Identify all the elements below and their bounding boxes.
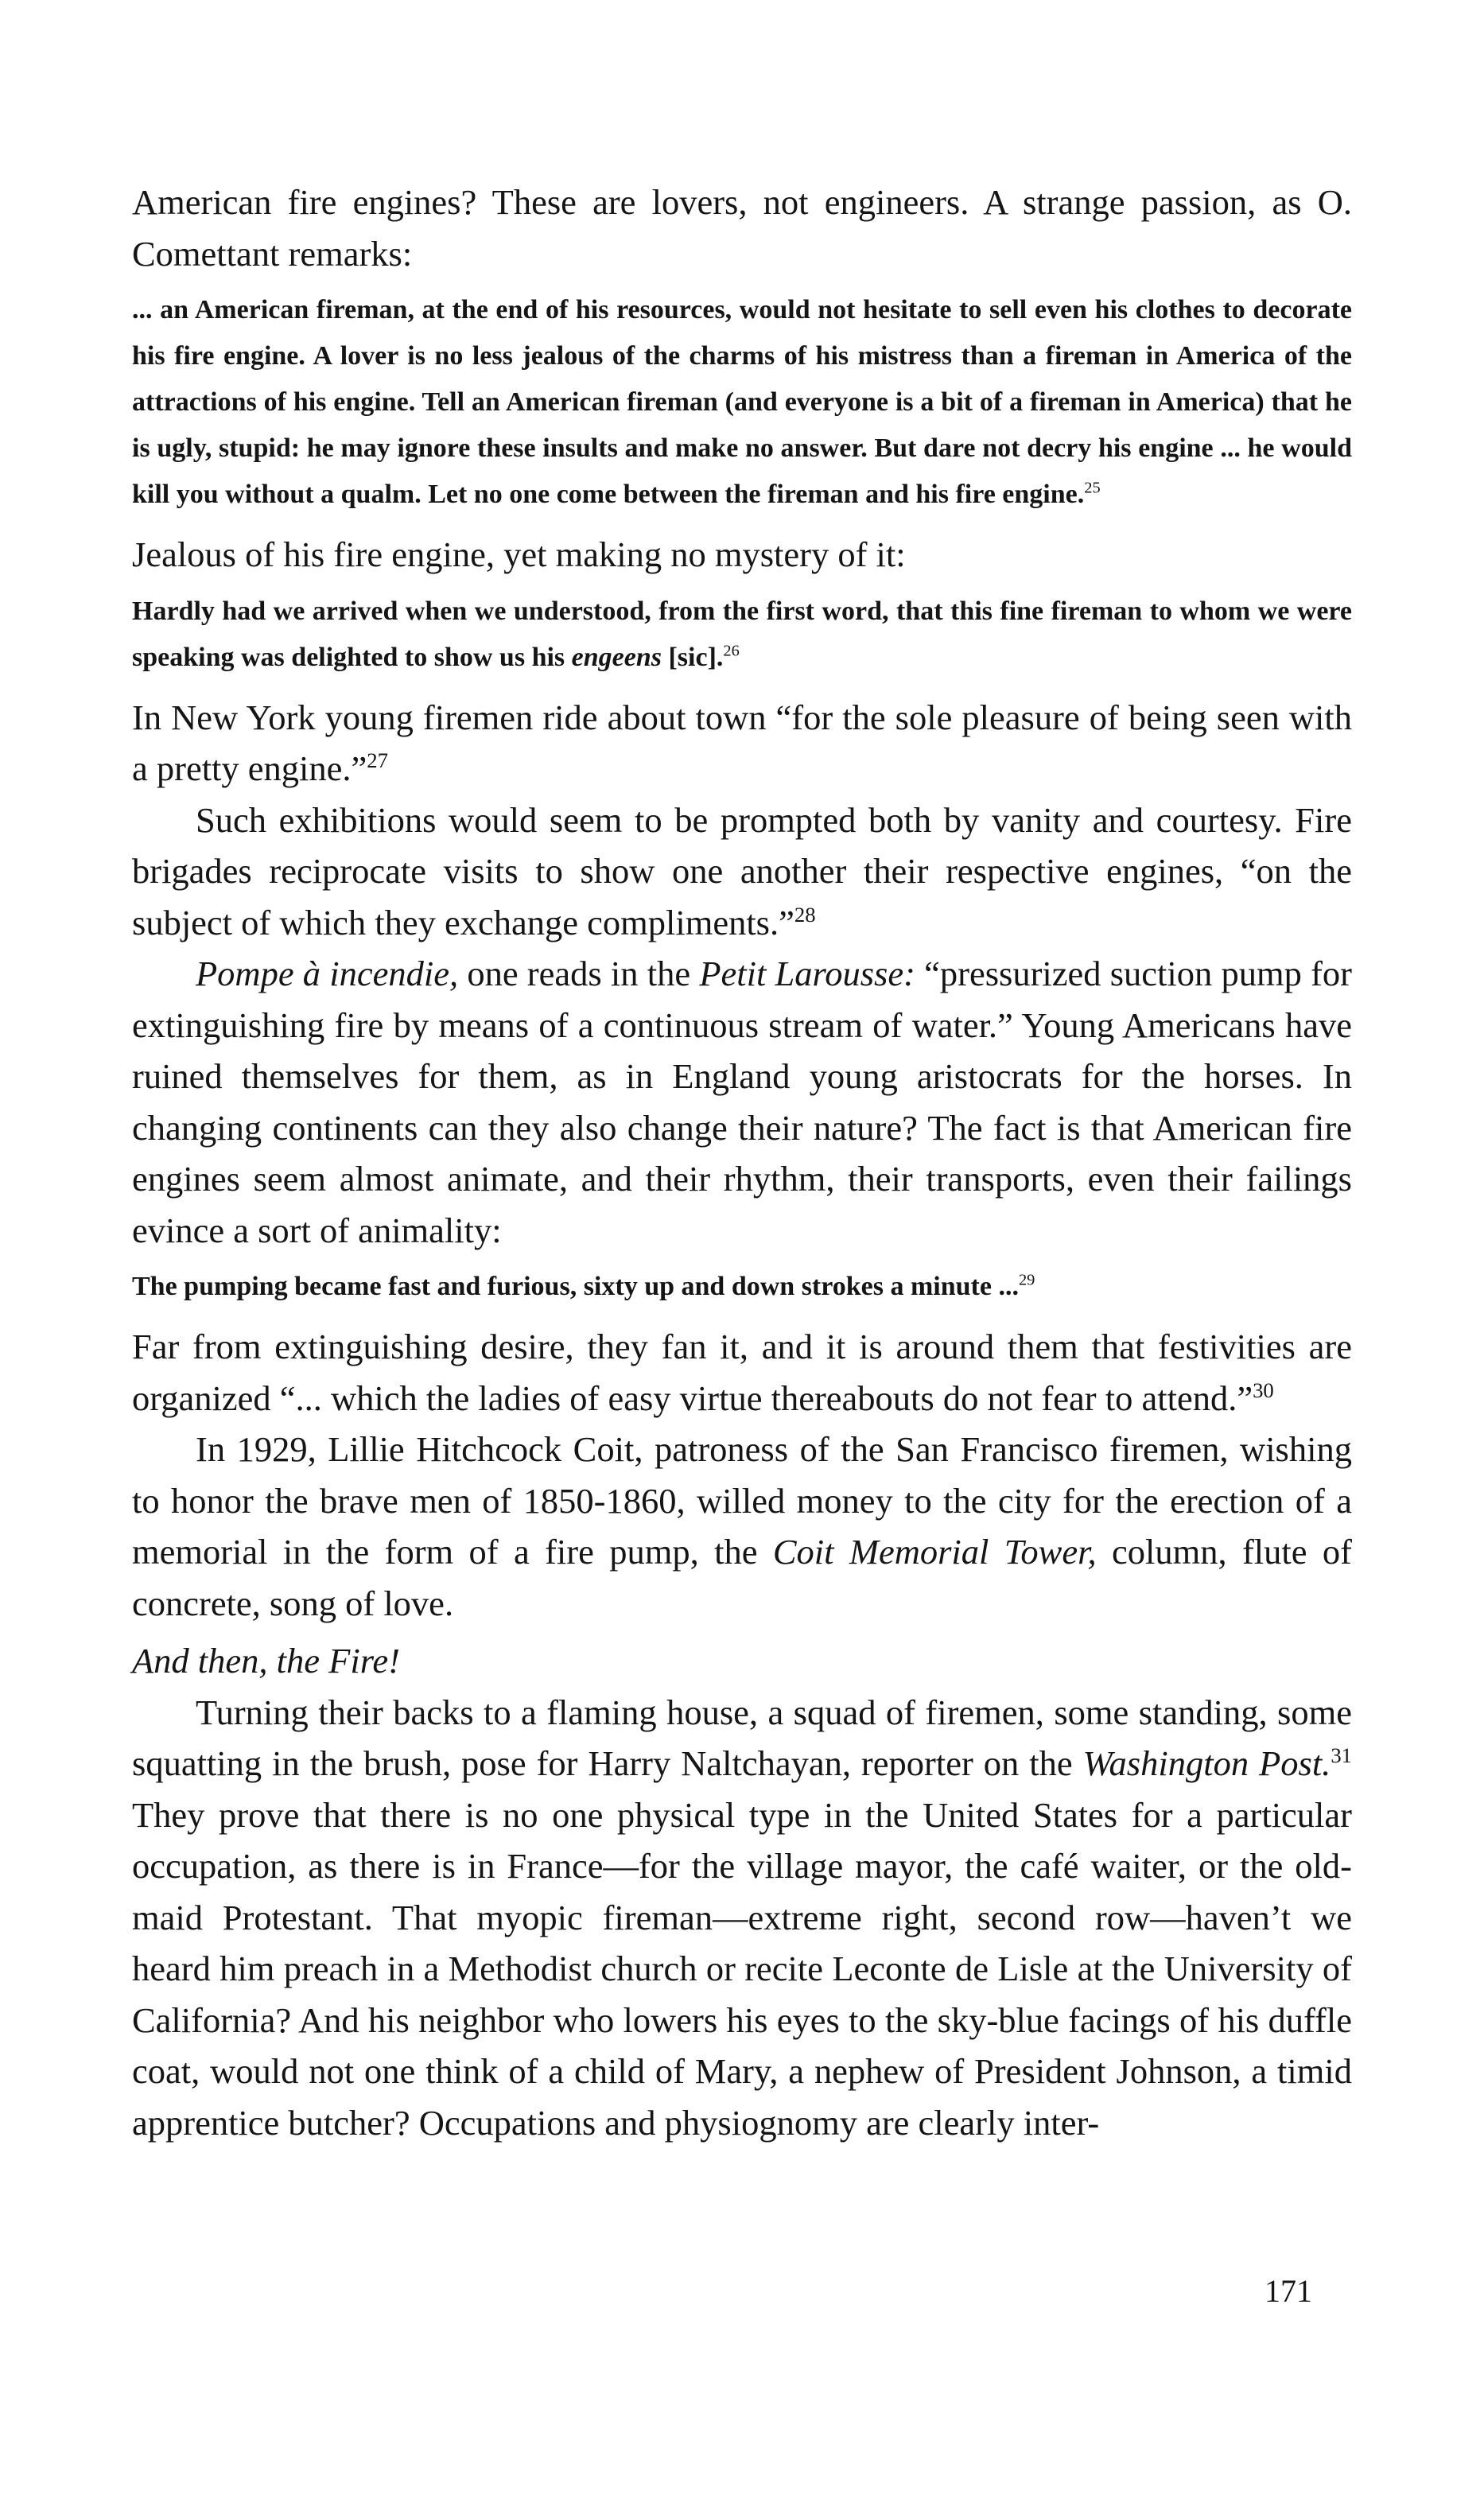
section-heading: And then, the Fire!: [132, 1641, 400, 1681]
paragraph-firemen-photo: Turning their backs to a flaming house, a squad of firemen, some standing, some squatting in the brush, pose for Harry Naltchayan, reporter on the Washington Post.$^{31}$ They prove that there is no one physical type in the United States for a particular occupation, as there is in France—for the village mayor, the café waiter, or the old-maid Protestant. That myopic fireman—extreme right, second row—haven’t we heard him preach in a Methodist church or recite Leconte de Lisle at the University of California? And his neighbor who lowers his eyes to the sky-blue facings of his duffle coat, would not one think of a child of Mary, a nephew of President Johnson, a timid apprentice butcher? Occupations and physiognomy are clearly inter-: [132, 1692, 1352, 2143]
block-quote-engeens: Hardly had we arrived when we understood, from the first word, that this fine fireman to whom we were speaking was delighted to show us his engeens [sic].$^{26}$: [132, 596, 1352, 672]
block-quote-pumping: The pumping became fast and furious, sixty up and down strokes a minute ...$^{29}$: [132, 1271, 1035, 1301]
paragraph-festivities: Far from extinguishing desire, they fan it, and it is around them that festivities are organized “... which the ladies of easy virtue thereabouts do not fear to attend.”$^{30}$: [132, 1327, 1352, 1418]
paragraph-exhibitions: Such exhibitions would seem to be prompted both by vanity and courtesy. Fire brigades reciprocate visits to show one another their respective engines, “on the subject of which they exchange compliments.”$^{28}$: [132, 799, 1352, 942]
paragraph-intro: American fire engines? These are lovers, not engineers. A strange passion, as O. Comettant remarks:: [132, 182, 1352, 274]
paragraph-coit: In 1929, Lillie Hitchcock Coit, patroness of the San Francisco firemen, wishing to honor the brave men of 1850-1860, willed money to the city for the erection of a memorial in the form of a fire pump, the Coit Memorial Tower, column, flute of concrete, song of love.: [132, 1429, 1352, 1623]
block-quote-comettant: ... an American fireman, at the end of his resources, would not hesitate to sell even his clothes to decorate his fire engine. A lover is no less jealous of the charms of his mistress than a fireman in America of the attractions of his engine. Tell an American fireman (and everyone is a bit of a fireman in America) that he is ugly, stupid: he may ignore these insults and make no answer. But dare not decry his engine ... he would kill you without a qualm. Let no one come between the fireman and his fire engine.$^{25}$: [132, 295, 1352, 509]
paragraph-jealous: Jealous of his fire engine, yet making no mystery of it:: [132, 534, 906, 574]
paragraph-pompe: Pompe à incendie, one reads in the Petit Larousse: “pressurized suction pump for extinguishing fire by means of a continuous stream of water.” Young Americans have ruined themselves for them, as in England young aristocrats for the horses. In changing continents can they also change their nature? The fact is that American fire engines seem almost animate, and their rhythm, their transports, even their failings evince a sort of animality:: [132, 954, 1352, 1250]
paragraph-new-york: In New York young firemen ride about town “for the sole pleasure of being seen with a pretty engine.”$^{27}$: [132, 697, 1352, 788]
page-body: [132, 177, 1352, 2148]
page-number: 171: [1265, 2273, 1312, 2309]
